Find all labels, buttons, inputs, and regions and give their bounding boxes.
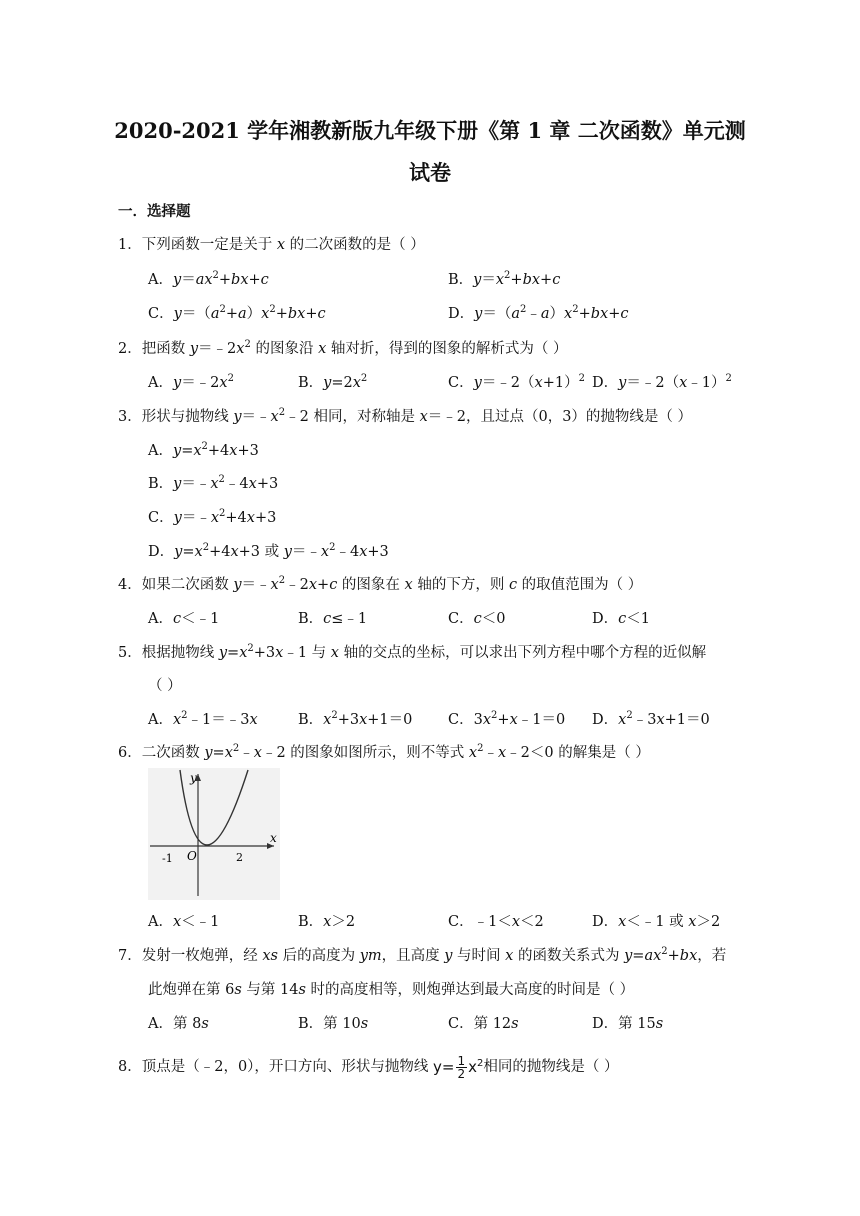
q7-option-b: B．第 10s bbox=[298, 1016, 369, 1032]
q6-option-a: A．x＜﹣1 bbox=[148, 914, 220, 930]
left-root-label: -1 bbox=[162, 852, 173, 865]
page-title-line1: 2020-2021 学年湘教新版九年级下册《第 1 章 二次函数》单元测 bbox=[114, 118, 746, 143]
question-5-stem: 5．根据抛物线 $y=x^2+3x﹣1$ 与 x 轴的交点的坐标，可以求出下列方程中哪个方程的近似解 bbox=[118, 643, 707, 661]
question-6-stem: 6．二次函数 $y=x^2﹣x﹣2$ 的图象如图所示，则不等式 $x^2﹣x﹣2<0$ 的解集是（ ） bbox=[118, 743, 650, 761]
q7-option-c: C．第 12s bbox=[448, 1016, 519, 1032]
q7-option-d: D．第 15s bbox=[592, 1016, 664, 1032]
q4-option-a: A．c＜﹣1 bbox=[148, 611, 220, 627]
q2-option-c: C．$y=﹣2(x+1)^2$ bbox=[448, 373, 585, 391]
q2-option-d: D．y＝﹣2（x﹣1）$^2$ bbox=[592, 373, 732, 391]
q5-option-d: D．$x^2﹣3x+1=0$ bbox=[592, 710, 710, 728]
q1-option-c: C．$y=(a^2+a)x^2+bx+c$ bbox=[148, 304, 326, 322]
question-7-stem-cont: 此炮弹在第 6s 与第 14s 时的高度相等，则炮弹达到最大高度的时间是（ ） bbox=[148, 982, 635, 998]
section-heading: 一．选择题 bbox=[118, 203, 191, 220]
q6-option-c: C．﹣1＜x＜2 bbox=[448, 914, 544, 930]
q5-option-c: C．$3x^2+x﹣1=0$ bbox=[448, 710, 566, 728]
question-2-stem: 2．把函数 $y=﹣2x^2$ 的图象沿 x 轴对折，得到的图象的解析式为（ ） bbox=[118, 339, 568, 357]
q3-option-d: D．$y=x^2+4x+3$ 或 $y=﹣x^2﹣4x+3$ bbox=[148, 542, 389, 560]
q3-option-a: A．$y=x^2+4x+3$ bbox=[148, 441, 259, 459]
x-axis-label: x bbox=[270, 831, 277, 845]
q6-option-b: B．x＞2 bbox=[298, 914, 356, 930]
parabola-graph-svg bbox=[148, 768, 280, 900]
q4-option-d: D．c＜1 bbox=[592, 611, 650, 627]
q2-option-b: B．$y=2x^2$ bbox=[298, 373, 368, 391]
q5-option-b: B．$x^2+3x+1=0$ bbox=[298, 710, 413, 728]
q1-option-b: B．$y=x^2+bx+c$ bbox=[448, 270, 561, 288]
fraction-one-half: $\frac{1}{2}$ bbox=[457, 1054, 466, 1081]
question-5-stem-cont: （ ） bbox=[148, 678, 182, 694]
page-title-line2: 试卷 bbox=[409, 160, 451, 185]
q4-option-b: B．c≤﹣1 bbox=[298, 611, 368, 627]
question-3-stem: 3．形状与抛物线 $y=﹣x^2﹣2$ 相同，对称轴是 x＝﹣2，且过点（0，3）的抛物线是（ ） bbox=[118, 407, 693, 425]
question-8-stem: 8．顶点是（﹣2，0），开口方向、形状与抛物线 y= $\frac{1}{2}$ $x^2$相同的抛物线是（ ） bbox=[118, 1054, 619, 1081]
y-axis-label: y bbox=[190, 771, 197, 785]
q5-option-a: A．$x^2﹣1=﹣3x$ bbox=[148, 710, 258, 728]
q3-option-c: C．$y=﹣x^2+4x+3$ bbox=[148, 508, 277, 526]
q6-option-d: D．x＜﹣1 或 x＞2 bbox=[592, 914, 721, 930]
q4-option-c: C．c＜0 bbox=[448, 611, 506, 627]
q7-option-a: A．第 8s bbox=[148, 1016, 209, 1032]
q1-option-d: D．$y=(a^2﹣a)x^2+bx+c$ bbox=[448, 304, 629, 322]
question-7-stem: 7．发射一枚炮弹，经 xs 后的高度为 ym，且高度 y 与时间 x 的函数关系式为 $y=ax^2+bx$，若 bbox=[118, 946, 727, 964]
q2-option-a: A．$y=﹣2x^2$ bbox=[148, 373, 234, 391]
question-4-stem: 4．如果二次函数 $y=﹣x^2﹣2x+c$ 的图象在 x 轴的下方，则 c 的取值范围为（ ） bbox=[118, 575, 643, 593]
origin-label: O bbox=[187, 849, 197, 863]
question-1-stem: 1．下列函数一定是关于 x 的二次函数的是（ ） bbox=[118, 237, 425, 253]
right-root-label: 2 bbox=[236, 851, 243, 864]
q3-option-b: B．$y=﹣x^2﹣4x+3$ bbox=[148, 474, 279, 492]
formula-image: y= $\frac{1}{2}$ $x^2$ bbox=[433, 1054, 484, 1081]
q1-option-a: A．$y=ax^2+bx+c$ bbox=[148, 270, 269, 288]
parabola-graph bbox=[148, 768, 280, 900]
